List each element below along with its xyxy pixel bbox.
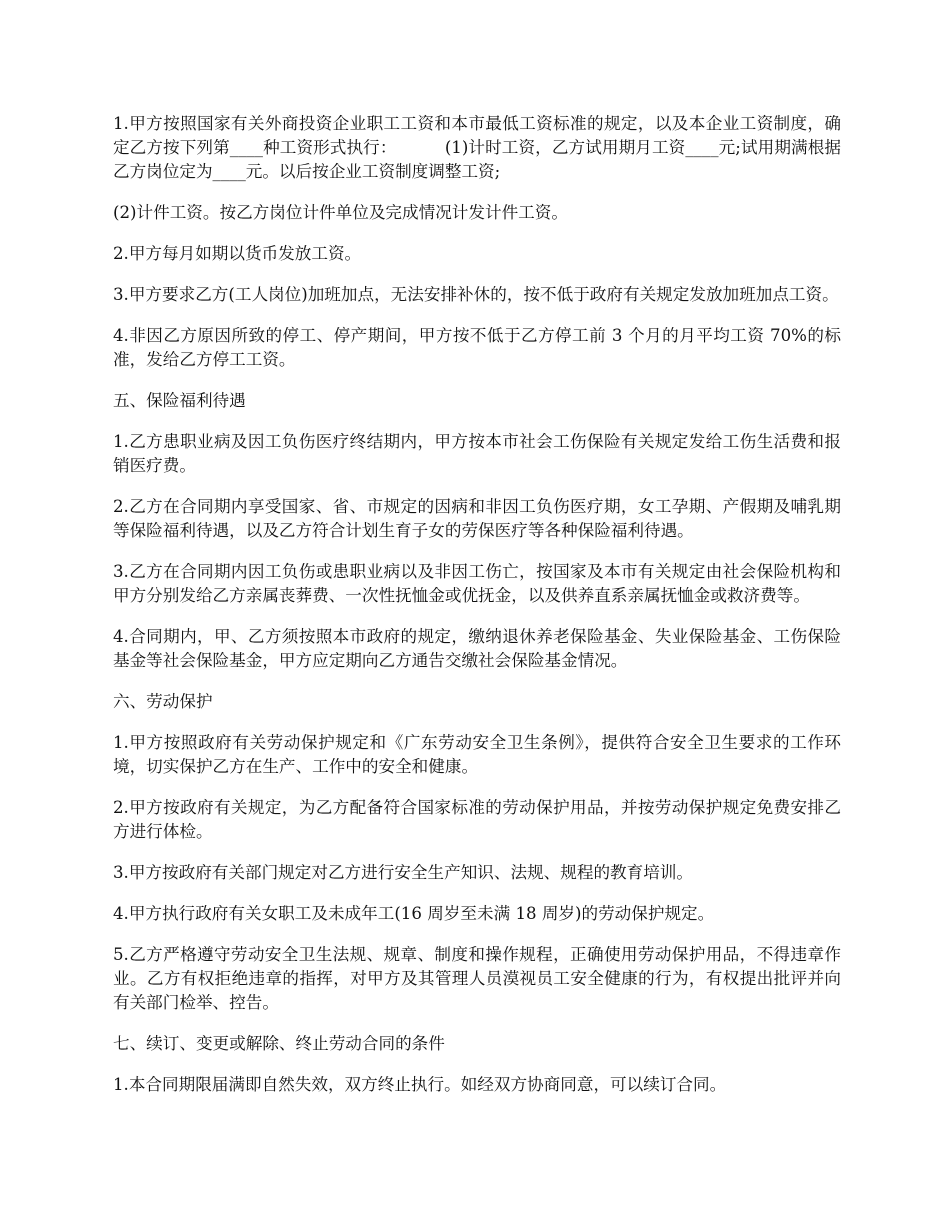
insurance-clause-2: 2.乙方在合同期内享受国家、省、市规定的因病和非因工负伤医疗期，女工孕期、产假期及哺乳期等保险福利待遇，以及乙方符合计划生育子女的劳保医疗等各种保险福利待遇。: [113, 497, 841, 540]
protection-clause-3: 3.甲方按政府有关部门规定对乙方进行安全生产知识、法规、规程的教育培训。: [113, 863, 694, 882]
contract-clause-1: 1.本合同期限届满即自然失效，双方终止执行。如经双方协商同意，可以续订合同。: [113, 1075, 727, 1094]
protection-clause-1: 1.甲方按照政府有关劳动保护规定和《广东劳动安全卫生条例》，提供符合安全卫生要求的工作环境，切实保护乙方在生产、工作中的安全和健康。: [113, 733, 841, 776]
section-heading-insurance: 五、保险福利待遇: [113, 391, 246, 410]
wage-clause-4: 4.非因乙方原因所致的停工、停产期间，甲方按不低于乙方停工前 3 个月的月平均工资 70%的标准，发给乙方停工工资。: [113, 326, 841, 369]
wage-clause-3: 3.甲方要求乙方(工人岗位)加班加点，无法安排补休的，按不低于政府有关规定发放加班加点工资。: [113, 285, 839, 304]
document-page: [113, 112, 841, 1114]
wage-clause-2: 2.甲方每月如期以货币发放工资。: [113, 244, 362, 263]
section-heading-contract-terms: 七、续订、变更或解除、终止劳动合同的条件: [113, 1034, 445, 1053]
section-heading-labor-protection: 六、劳动保护: [113, 692, 213, 711]
insurance-clause-1: 1.乙方患职业病及因工负伤医疗终结期内，甲方按本市社会工伤保险有关规定发给工伤生活费和报销医疗费。: [113, 432, 841, 475]
protection-clause-5: 5.乙方严格遵守劳动安全卫生法规、规章、制度和操作规程，正确使用劳动保护用品，不得违章作业。乙方有权拒绝违章的指挥，对甲方及其管理人员漠视员工安全健康的行为，有权提出批评并向有关部门检举、控告。: [113, 945, 841, 1012]
protection-clause-4: 4.甲方执行政府有关女职工及未成年工(16 周岁至未满 18 周岁)的劳动保护规定。: [113, 904, 715, 923]
wage-clause-1: 1.甲方按照国家有关外商投资企业职工工资和本市最低工资标准的规定，以及本企业工资制度，确定乙方按下列第____种工资形式执行： (1)计时工资，乙方试用期月工资____元;试用期满根据乙方岗位定为____元。以后按企业工资制度调整工资;: [113, 114, 841, 181]
insurance-clause-3: 3.乙方在合同期内因工负伤或患职业病以及非因工伤亡，按国家及本市有关规定由社会保险机构和甲方分别发给乙方亲属丧葬费、一次性抚恤金或优抚金，以及供养直系亲属抚恤金或救济费等。: [113, 562, 841, 605]
protection-clause-2: 2.甲方按政府有关规定，为乙方配备符合国家标准的劳动保护用品，并按劳动保护规定免费安排乙方进行体检。: [113, 798, 841, 841]
wage-clause-piecework: (2)计件工资。按乙方岗位计件单位及完成情况计发计件工资。: [113, 203, 568, 222]
insurance-clause-4: 4.合同期内，甲、乙方须按照本市政府的规定，缴纳退休养老保险基金、失业保险基金、工伤保险基金等社会保险基金，甲方应定期向乙方通告交缴社会保险基金情况。: [113, 627, 841, 670]
